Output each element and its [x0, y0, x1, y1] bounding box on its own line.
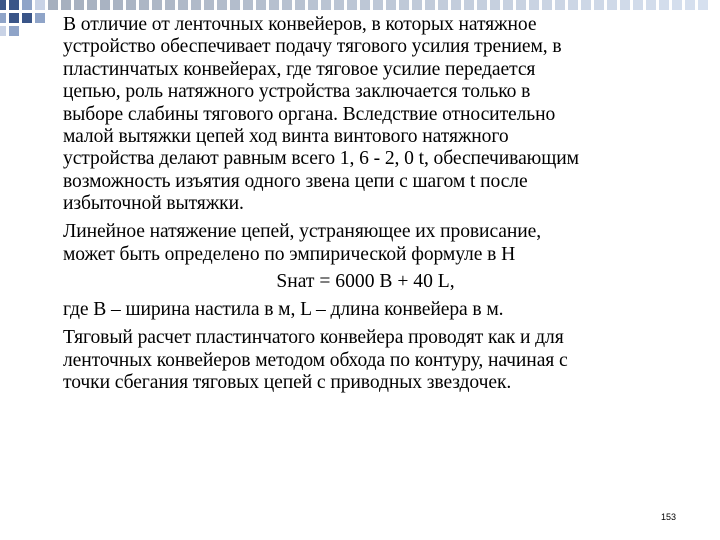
page-number: 153 [661, 512, 677, 522]
deco-fading-row [48, 0, 708, 10]
deco-block [607, 0, 617, 10]
deco-block [9, 13, 19, 23]
deco-block [685, 0, 695, 10]
deco-block [633, 0, 643, 10]
deco-block [230, 0, 240, 10]
paragraph-traction-calc: Тяговый расчет пластинчатого конвейера проводят как и для ленточных конвейеров методом обхода по контуру, начиная с точки сбегания тяговых цепей с приводных звездочек. [63, 327, 568, 394]
deco-block [9, 26, 19, 36]
deco-block [516, 0, 526, 10]
paragraph-variables: где В – ширина настила в м, L – длина конвейера в м. [63, 299, 504, 321]
deco-block [100, 0, 110, 10]
deco-block [412, 0, 422, 10]
deco-block [152, 0, 162, 10]
deco-block [542, 0, 552, 10]
deco-block [0, 0, 6, 10]
deco-block [334, 0, 344, 10]
deco-block [256, 0, 266, 10]
deco-block [295, 0, 305, 10]
paragraph-linear-tension: Линейное натяжение цепей, устраняющее их провисание, может быть определено по эмпирической формуле в Н [63, 221, 542, 265]
deco-block [22, 0, 32, 10]
deco-block [74, 0, 84, 10]
deco-block [22, 13, 32, 23]
deco-block [269, 0, 279, 10]
deco-block [139, 0, 149, 10]
deco-block [321, 0, 331, 10]
deco-block [399, 0, 409, 10]
deco-block [555, 0, 565, 10]
paragraph-tension-device: В отличие от ленточных конвейеров, в которых натяжное устройство обеспечивает подачу тягового усилия трением, в пластинчатых конвейерах, где тяговое усилие передается цепью, роль натяжного устройства заключается только в выборе слабины тягового органа. Вследствие относительно малой вытяжки цепей ход винта винтового натяжного устройства делают равным всего 1, 6 - 2, 0 t, обеспечивающим возможность изъятия одного звена цепи с шагом t после избыточной вытяжки. [63, 14, 579, 215]
deco-block [217, 0, 227, 10]
deco-block [659, 0, 669, 10]
deco-block [620, 0, 630, 10]
deco-block [373, 0, 383, 10]
deco-block [477, 0, 487, 10]
deco-block [568, 0, 578, 10]
deco-block [646, 0, 656, 10]
deco-block [529, 0, 539, 10]
deco-block [386, 0, 396, 10]
deco-block [243, 0, 253, 10]
deco-block [581, 0, 591, 10]
deco-block [672, 0, 682, 10]
deco-block [204, 0, 214, 10]
deco-block [87, 0, 97, 10]
deco-block [308, 0, 318, 10]
deco-block [490, 0, 500, 10]
tension-formula: Sнат = 6000 В + 40 L, [276, 271, 455, 293]
deco-block [347, 0, 357, 10]
deco-block [48, 0, 58, 10]
deco-block [360, 0, 370, 10]
deco-block [113, 0, 123, 10]
slide-body [63, 14, 708, 400]
deco-block [35, 13, 45, 23]
deco-block [61, 0, 71, 10]
deco-block [425, 0, 435, 10]
deco-block [0, 26, 6, 36]
deco-block [451, 0, 461, 10]
deco-block [126, 0, 136, 10]
deco-block [191, 0, 201, 10]
deco-block [0, 13, 6, 23]
deco-block [698, 0, 708, 10]
deco-block [165, 0, 175, 10]
deco-block [438, 0, 448, 10]
deco-block [464, 0, 474, 10]
deco-block [282, 0, 292, 10]
deco-block [178, 0, 188, 10]
deco-block [9, 0, 19, 10]
deco-block [594, 0, 604, 10]
deco-block [503, 0, 513, 10]
deco-block [35, 0, 45, 10]
